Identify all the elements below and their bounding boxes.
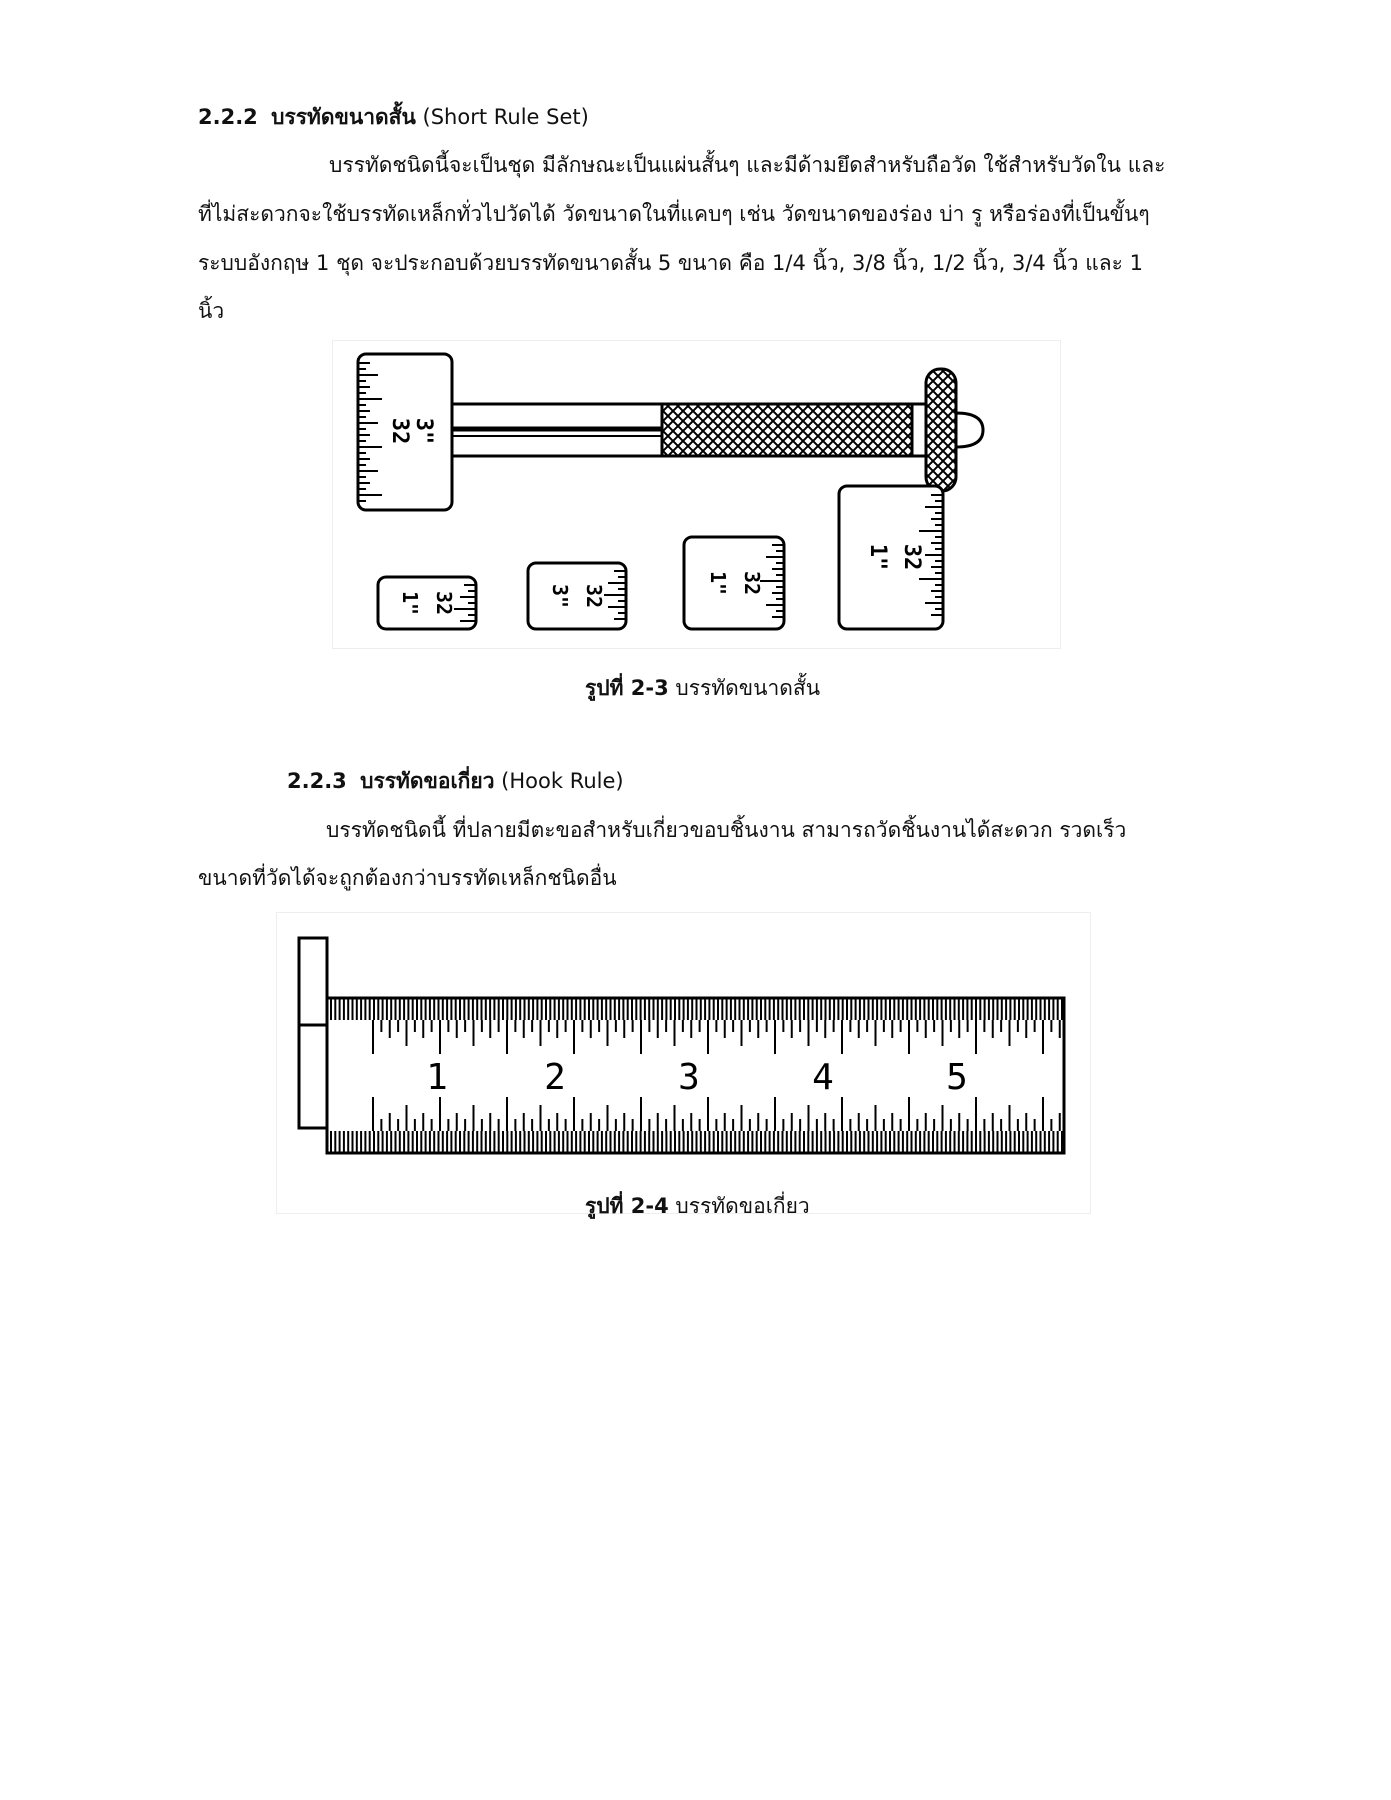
short-rule-set-illustration	[333, 341, 1060, 648]
section-223-para-line-1: บรรทัดชนิดนี้ ที่ปลายมีตะขอสำหรับเกี่ยวขอบชิ้นงาน สามารถวัดชิ้นงานได้สะดวก รวดเร็ว	[326, 818, 1127, 842]
rule-half-mark-size: 1"	[706, 570, 730, 596]
section-222-heading	[198, 102, 589, 132]
rule-quarter-mark-size: 1"	[398, 590, 422, 616]
rule-one-mark-32: 32	[899, 543, 924, 571]
section-222-title: บรรทัดขนาดสั้น	[271, 105, 416, 129]
rule-three-eighths-mark-32: 32	[582, 583, 606, 609]
figure-2-4-text: บรรทัดขอเกี่ยว	[668, 1194, 810, 1218]
section-223-para-line-2: ขนาดที่วัดได้จะถูกต้องกว่าบรรทัดเหล็กชนิดอื่น	[198, 866, 617, 890]
figure-2-4-caption	[585, 1190, 810, 1223]
figure-2-3-caption	[585, 672, 820, 705]
rule-three-eighths-mark-size: 3"	[548, 583, 572, 609]
section-223-heading	[287, 766, 624, 796]
scale-number-1: 1	[426, 1057, 448, 1098]
section-223-title: บรรทัดขอเกี่ยว	[360, 769, 495, 793]
scale-number-4: 4	[812, 1057, 834, 1098]
scale-number-5: 5	[946, 1057, 968, 1098]
section-223-number: 2.2.3	[287, 769, 347, 793]
section-222-para-line-4: นิ้ว	[198, 299, 225, 323]
section-223-title-en: (Hook Rule)	[501, 769, 624, 793]
figure-2-3-label: รูปที่ 2-3	[585, 676, 669, 700]
rule-quarter-inch	[378, 577, 476, 629]
rule-quarter-mark-32: 32	[432, 590, 456, 616]
holder-rule-plate	[358, 354, 452, 510]
figure-2-4-label: รูปที่ 2-4	[585, 1194, 669, 1218]
section-222-para-line-3: ระบบอังกฤษ 1 ชุด จะประกอบด้วยบรรทัดขนาดสั้น 5 ขนาด คือ 1/4 นิ้ว, 3/8 นิ้ว, 1/2 นิ้ว, 3/4 นิ้ว และ 1	[198, 251, 1143, 275]
figure-hook-rule	[276, 912, 1091, 1214]
scale-number-2: 2	[544, 1057, 566, 1098]
holder-stem	[452, 404, 662, 456]
figure-2-3-text: บรรทัดขนาดสั้น	[668, 676, 821, 700]
rule-half-inch	[684, 537, 784, 629]
knurled-handle	[662, 404, 912, 456]
section-222-number: 2.2.2	[198, 105, 258, 129]
scale-number-3: 3	[678, 1057, 700, 1098]
handle-knob	[912, 369, 983, 491]
holder-rule-mark-size: 3"	[411, 417, 436, 445]
hook-rule-illustration	[277, 913, 1090, 1213]
section-222-title-en: (Short Rule Set)	[422, 105, 589, 129]
rule-one-mark-size: 1"	[865, 543, 890, 571]
figure-short-rule-set	[332, 340, 1061, 649]
rule-one-inch	[839, 486, 943, 629]
section-222-para-line-2: ที่ไม่สะดวกจะใช้บรรทัดเหล็กทั่วไปวัดได้ วัดขนาดในที่แคบๆ เช่น วัดขนาดของร่อง บ่า รู หรือร่องที่เป็นขั้นๆ	[198, 202, 1150, 226]
section-222-para-line-1: บรรทัดชนิดนี้จะเป็นชุด มีลักษณะเป็นแผ่นสั้นๆ และมีด้ามยึดสำหรับถือวัด ใช้สำหรับวัดใน และ	[329, 153, 1166, 177]
rule-three-eighths-inch	[528, 563, 626, 629]
holder-rule-mark-32: 32	[387, 417, 412, 445]
rule-half-mark-32: 32	[740, 570, 764, 596]
